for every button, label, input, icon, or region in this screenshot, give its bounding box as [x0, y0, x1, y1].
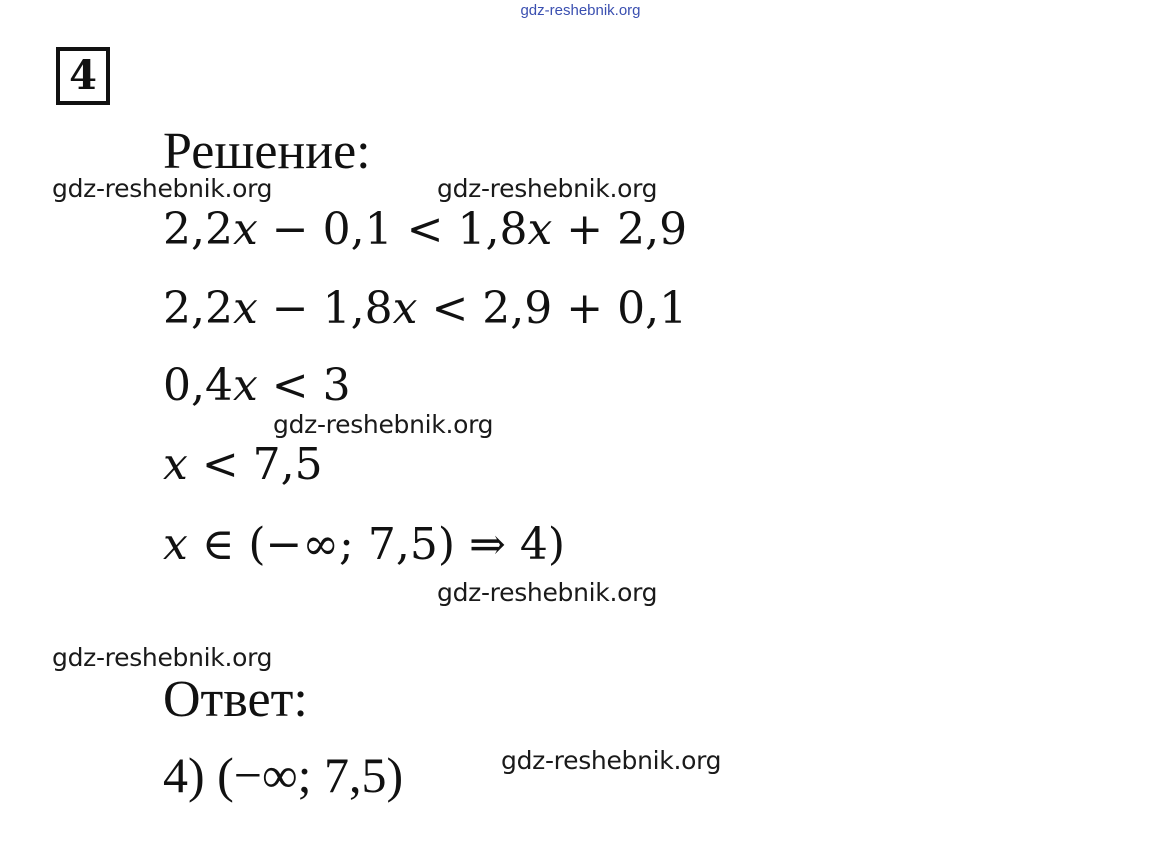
step-1-rest-1: − 0,1 < 1,8 — [257, 204, 528, 255]
watermark-6: gdz-reshebnik.org — [501, 746, 722, 775]
watermark-3: gdz-reshebnik.org — [273, 410, 494, 439]
step-line-3 — [163, 359, 351, 413]
step-2-lhs: 2,2 — [163, 283, 233, 334]
step-4-rest-1: < 7,5 — [187, 439, 323, 490]
solution-heading: Решение: — [163, 123, 371, 180]
step-line-1 — [163, 203, 687, 257]
header-watermark: gdz-reshebnik.org — [520, 2, 641, 19]
step-1-rest-2: + 2,9 — [552, 204, 688, 255]
step-5-var-1: x — [163, 519, 188, 570]
problem-number-box: 4 — [56, 47, 110, 105]
step-2-var-1: x — [232, 283, 258, 334]
step-2-rest-1: − 1,8 — [257, 283, 393, 334]
step-1-var-2: x — [527, 204, 553, 255]
step-2-var-2: x — [392, 283, 418, 334]
answer-heading: Ответ: — [163, 671, 308, 728]
watermark-2: gdz-reshebnik.org — [437, 174, 658, 203]
step-line-4 — [163, 438, 323, 492]
step-3-rest-1: < 3 — [257, 360, 351, 411]
step-line-2 — [163, 282, 687, 336]
step-5-rest-1: ∈ (−∞; 7,5) ⇒ 4) — [187, 519, 566, 570]
step-1-lhs: 2,2 — [163, 204, 233, 255]
step-3-var-1: x — [232, 360, 258, 411]
watermark-4: gdz-reshebnik.org — [437, 578, 658, 607]
step-line-5 — [163, 518, 565, 572]
watermark-1: gdz-reshebnik.org — [52, 174, 273, 203]
step-1-var-1: x — [232, 204, 258, 255]
answer-value: 4) (−∞; 7,5) — [163, 747, 404, 803]
watermark-5: gdz-reshebnik.org — [52, 643, 273, 672]
step-4-var-1: x — [163, 439, 188, 490]
step-2-rest-2: < 2,9 + 0,1 — [417, 283, 688, 334]
step-3-lhs: 0,4 — [163, 360, 233, 411]
